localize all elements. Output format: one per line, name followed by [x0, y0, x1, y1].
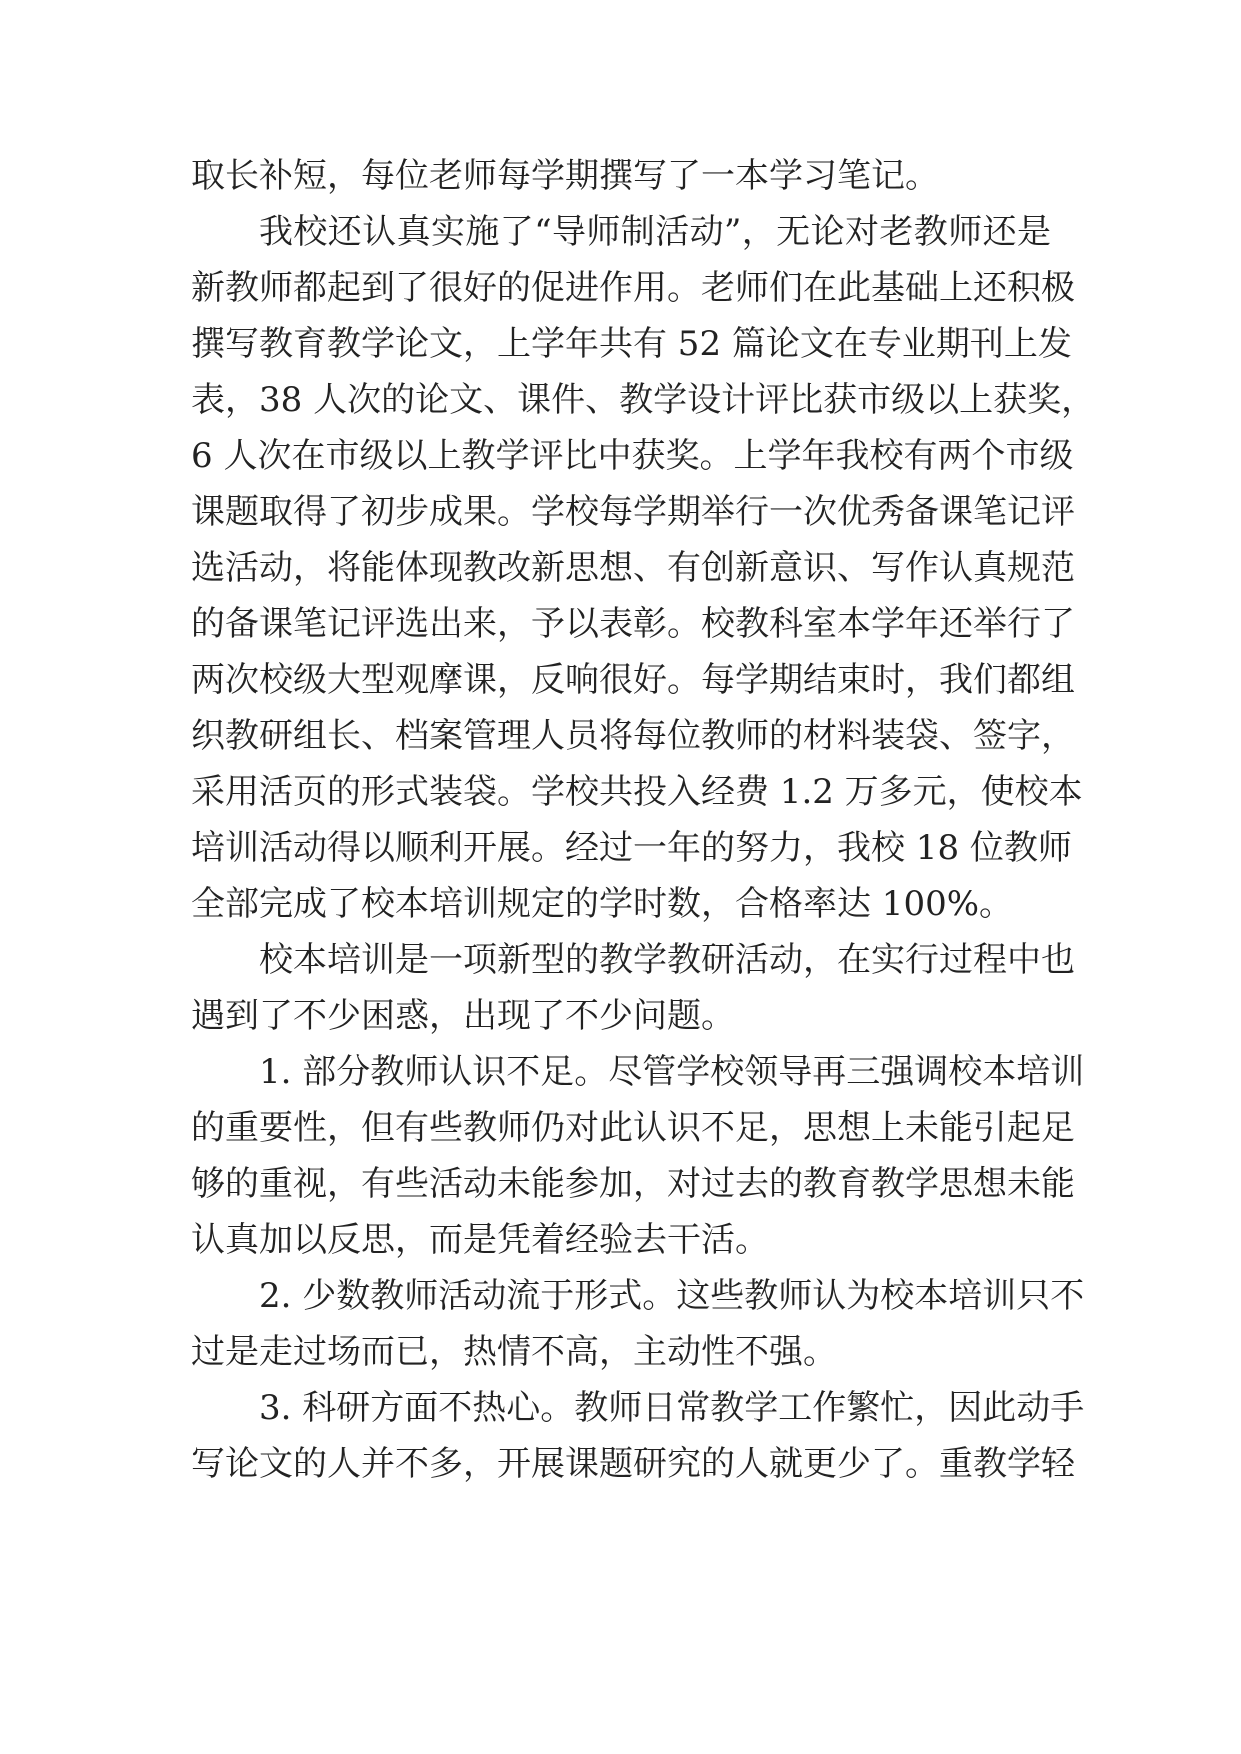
text-line: 全部完成了校本培训规定的学时数，合格率达 100%。: [191, 884, 1014, 924]
text-line: 织教研组长、档案管理人员将每位教师的材料装袋、签字，: [191, 716, 1075, 756]
document-body: [191, 148, 1096, 1492]
text-line: 6 人次在市级以上教学评比中获奖。上学年我校有两个市级: [191, 436, 1074, 476]
text-line: 培训活动得以顺利开展。经过一年的努力，我校 18 位教师: [191, 828, 1072, 868]
text-line: 新教师都起到了很好的促进作用。老师们在此基础上还积极: [191, 268, 1075, 308]
text-line: 遇到了不少困惑，出现了不少问题。: [191, 996, 735, 1036]
text-line: 认真加以反思，而是凭着经验去干活。: [191, 1220, 769, 1260]
text-line: 2. 少数教师活动流于形式。这些教师认为校本培训只不: [259, 1276, 1085, 1316]
text-line: 校本培训是一项新型的教学教研活动，在实行过程中也: [259, 940, 1075, 980]
text-line: 表，38 人次的论文、课件、教学设计评比获市级以上获奖，: [191, 380, 1096, 420]
text-line: 我校还认真实施了“导师制活动”，无论对老教师还是: [259, 212, 1051, 252]
text-line: 写论文的人并不多，开展课题研究的人就更少了。重教学轻: [191, 1444, 1075, 1484]
text-line: 两次校级大型观摩课，反响很好。每学期结束时，我们都组: [191, 660, 1075, 700]
text-line: 1. 部分教师认识不足。尽管学校领导再三强调校本培训: [259, 1052, 1085, 1092]
text-line: 撰写教育教学论文，上学年共有 52 篇论文在专业期刊上发: [191, 324, 1072, 364]
text-line: 3. 科研方面不热心。教师日常教学工作繁忙，因此动手: [259, 1388, 1085, 1428]
text-line: 的重要性，但有些教师仍对此认识不足，思想上未能引起足: [191, 1108, 1075, 1148]
text-line: 取长补短，每位老师每学期撰写了一本学习笔记。: [191, 156, 939, 196]
text-line: 够的重视，有些活动未能参加，对过去的教育教学思想未能: [191, 1164, 1075, 1204]
text-line: 选活动，将能体现教改新思想、有创新意识、写作认真规范: [191, 548, 1075, 588]
text-line: 过是走过场而已，热情不高，主动性不强。: [191, 1332, 837, 1372]
text-line: 采用活页的形式装袋。学校共投入经费 1.2 万多元，使校本: [191, 772, 1083, 812]
text-line: 的备课笔记评选出来，予以表彰。校教科室本学年还举行了: [191, 604, 1075, 644]
text-line: 课题取得了初步成果。学校每学期举行一次优秀备课笔记评: [191, 492, 1075, 532]
